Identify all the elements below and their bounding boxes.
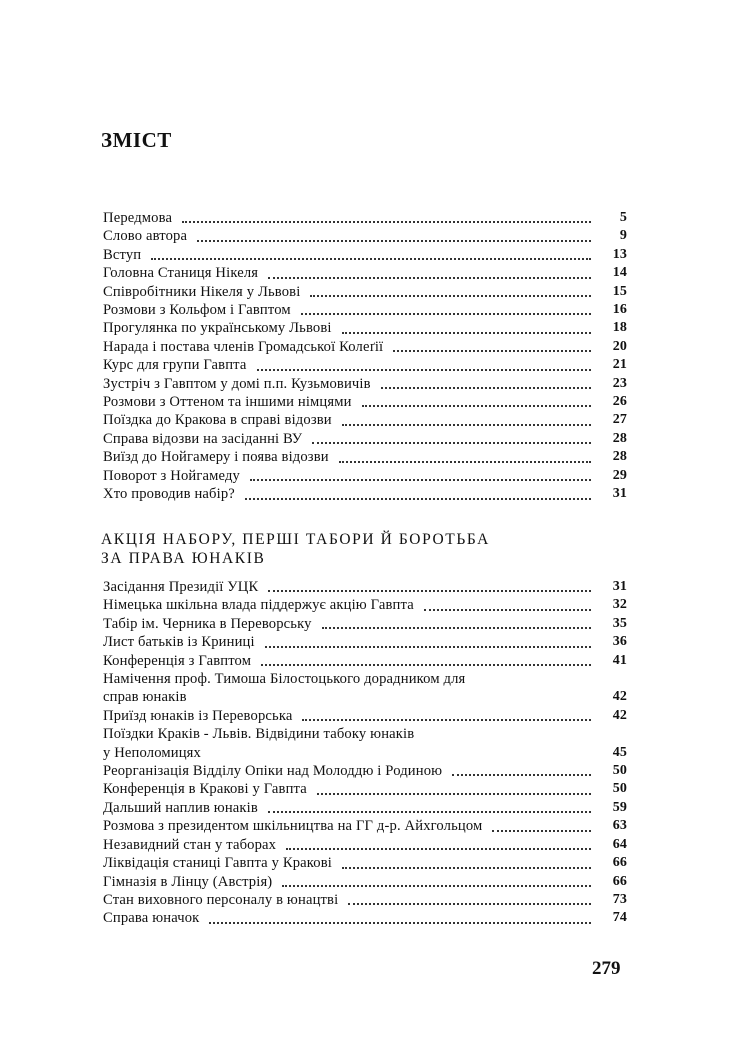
toc-entry-title: Слово автора: [103, 228, 188, 245]
toc-entry-page: 41: [612, 652, 627, 668]
toc-entry-page: 45: [612, 744, 627, 760]
toc-leader: [261, 664, 591, 666]
toc-entry: [103, 909, 627, 927]
toc-entry-title: Гімназія в Лінцу (Австрія): [103, 873, 273, 890]
toc-entry-page: 32: [612, 597, 627, 613]
toc-leader: [257, 369, 591, 371]
toc-entry-title: Конференція в Кракові у Гавпта: [103, 781, 307, 798]
toc-leader: [151, 258, 591, 260]
toc-entry-page: 42: [612, 707, 627, 723]
toc-entry: [103, 854, 627, 872]
toc-entry: [103, 762, 627, 780]
toc-leader: [342, 332, 591, 334]
toc-leader: [282, 885, 591, 887]
toc-entry-page: 18: [612, 320, 627, 336]
toc-leader: [250, 479, 591, 481]
page-title: ЗМІСТ: [101, 128, 172, 152]
toc-entry-title: Стан виховного персоналу в юнацтві: [103, 891, 339, 908]
toc-entry-title: Дальший наплив юнаків: [103, 799, 258, 816]
toc-entry: [103, 873, 627, 891]
toc-entry: [103, 467, 627, 485]
toc-entry: [103, 338, 627, 356]
toc-entry-page: 29: [612, 467, 627, 483]
toc-entry-page: 73: [612, 891, 627, 907]
toc-entry-page: 28: [612, 449, 627, 465]
toc-entry-page: 66: [612, 855, 627, 871]
toc-entry-title: Розмова з президентом шкільництва на ГГ д-р. Айхгольцом: [103, 818, 483, 835]
toc-entry-page: 28: [612, 430, 627, 446]
toc-entry: [103, 578, 627, 596]
toc-entry-title-continued: справ юнаків: [103, 689, 187, 706]
toc-entry-page: 13: [612, 246, 627, 262]
toc-leader: [339, 461, 591, 463]
toc-entry-page: 64: [612, 836, 627, 852]
toc-leader: [381, 387, 591, 389]
table-of-contents-part-1: [103, 209, 627, 504]
toc-entry-page: 21: [612, 357, 627, 373]
toc-entry-title: Ліквідація станиці Гавпта у Кракові: [103, 855, 332, 872]
toc-entry-title: Справа відозви на засіданні ВУ: [103, 430, 303, 447]
page-number: 279: [592, 958, 621, 979]
toc-entry-page: 31: [612, 486, 627, 502]
toc-entry-page: 9: [619, 228, 627, 244]
toc-entry-page: 36: [612, 634, 627, 650]
toc-entry-title: Виїзд до Нойгамеру і поява відозви: [103, 449, 329, 466]
toc-entry-title: Німецька шкільна влада піддержує акцію Гавпта: [103, 597, 414, 614]
toc-entry: [103, 891, 627, 909]
toc-entry-title: Засідання Президії УЦК: [103, 579, 259, 595]
toc-entry: [103, 799, 627, 817]
toc-entry: [103, 430, 627, 448]
toc-leader: [268, 590, 591, 592]
toc-leader: [301, 313, 591, 315]
toc-entry-page: 42: [612, 689, 627, 705]
toc-leader: [268, 277, 591, 279]
toc-leader: [322, 627, 591, 629]
toc-entry-page: 15: [612, 283, 627, 299]
toc-leader: [362, 405, 591, 407]
toc-entry-title: Прогулянка по українському Львові: [103, 320, 332, 337]
toc-entry: [103, 725, 627, 762]
toc-entry: [103, 264, 627, 282]
toc-entry-title: Табір ім. Черника в Переворську: [103, 615, 312, 632]
toc-entry-page: 5: [619, 210, 627, 225]
toc-entry: [103, 283, 627, 301]
toc-entry: [103, 817, 627, 835]
toc-leader: [393, 350, 591, 352]
toc-entry-title: Конференція з Гавптом: [103, 652, 252, 669]
toc-entry-title: Хто проводив набір?: [103, 486, 235, 503]
toc-leader: [317, 793, 591, 795]
toc-entry: [103, 670, 627, 707]
toc-leader: [342, 424, 591, 426]
toc-entry-title: Приїзд юнаків із Переворська: [103, 707, 293, 724]
toc-leader: [286, 848, 591, 850]
toc-entry: [103, 411, 627, 429]
toc-entry: [103, 707, 627, 725]
toc-entry: [103, 485, 627, 503]
toc-entry-page: 26: [612, 394, 627, 410]
toc-entry-page: 63: [612, 818, 627, 834]
toc-entry-page: 23: [612, 375, 627, 391]
toc-entry: [103, 448, 627, 466]
toc-entry: [103, 356, 627, 374]
toc-entry: [103, 227, 627, 245]
toc-entry-title: Намічення проф. Тимоша Білостоцького дорадником для: [103, 671, 466, 688]
toc-entry-page: 31: [612, 579, 627, 594]
toc-leader: [452, 774, 591, 776]
toc-entry-page: 27: [612, 412, 627, 428]
toc-entry-title: Поворот з Нойгамеду: [103, 467, 240, 484]
toc-leader: [424, 609, 591, 611]
toc-entry-title: Курс для групи Гавпта: [103, 357, 247, 374]
toc-leader: [268, 811, 591, 813]
toc-leader: [209, 922, 591, 924]
toc-leader: [492, 830, 591, 832]
toc-entry: [103, 836, 627, 854]
toc-entry-title: Розмови з Оттеном та іншими німцями: [103, 394, 352, 411]
toc-entry: [103, 301, 627, 319]
toc-entry-page: 20: [612, 338, 627, 354]
toc-entry-title: Реорганізація Відділу Опіки над Молоддю і Родиною: [103, 763, 443, 780]
toc-entry-title: Справа юначок: [103, 910, 200, 927]
toc-leader: [310, 295, 591, 297]
toc-leader: [182, 221, 591, 223]
toc-leader: [302, 719, 591, 721]
toc-entry: [103, 596, 627, 614]
toc-entry: [103, 633, 627, 651]
toc-entry-title: Незавидний стан у таборах: [103, 836, 277, 853]
toc-leader: [312, 442, 591, 444]
toc-entry-page: 16: [612, 302, 627, 318]
toc-leader: [348, 903, 591, 905]
toc-entry-title: Головна Станиця Нікеля: [103, 265, 259, 282]
toc-entry-title: Зустріч з Гавптом у домі п.п. Кузьмовичів: [103, 375, 371, 392]
section-heading: [101, 530, 490, 568]
section-heading-line-1: АКЦІЯ НАБОРУ, ПЕРШІ ТАБОРИ Й БОРОТЬБА: [101, 531, 490, 548]
toc-entry-title: Лист батьків із Криниці: [103, 634, 255, 651]
toc-entry: [103, 246, 627, 264]
toc-leader: [245, 498, 591, 500]
toc-entry: [103, 393, 627, 411]
toc-leader: [265, 646, 591, 648]
table-of-contents-part-2: [103, 578, 627, 928]
toc-entry-title-continued: у Неполомицях: [103, 744, 201, 761]
toc-leader: [342, 867, 591, 869]
toc-entry: [103, 780, 627, 798]
toc-entry-page: 50: [612, 763, 627, 779]
toc-entry-title: Співробітники Нікеля у Львові: [103, 283, 301, 300]
toc-entry-page: 66: [612, 873, 627, 889]
toc-entry-title: Вступ: [103, 246, 142, 263]
toc-entry-title: Розмови з Кольфом і Гавптом: [103, 302, 291, 319]
toc-entry-title: Передмова: [103, 210, 173, 226]
toc-entry: [103, 319, 627, 337]
toc-entry: [103, 652, 627, 670]
section-heading-line-2: ЗА ПРАВА ЮНАКІВ: [101, 550, 266, 567]
toc-entry-title: Поїздка до Кракова в справі відозви: [103, 412, 332, 429]
toc-leader: [197, 240, 591, 242]
toc-entry-page: 50: [612, 781, 627, 797]
toc-entry-page: 74: [612, 910, 627, 926]
toc-entry-title: Нарада і постава членів Громадської Колеґії: [103, 338, 384, 355]
toc-entry-page: 59: [612, 799, 627, 815]
toc-entry: [103, 209, 627, 227]
toc-entry: [103, 615, 627, 633]
toc-entry-title: Поїздки Краків - Львів. Відвідини табоку юнаків: [103, 726, 415, 743]
toc-entry-page: 14: [612, 265, 627, 281]
toc-entry-page: 35: [612, 615, 627, 631]
toc-entry: [103, 375, 627, 393]
